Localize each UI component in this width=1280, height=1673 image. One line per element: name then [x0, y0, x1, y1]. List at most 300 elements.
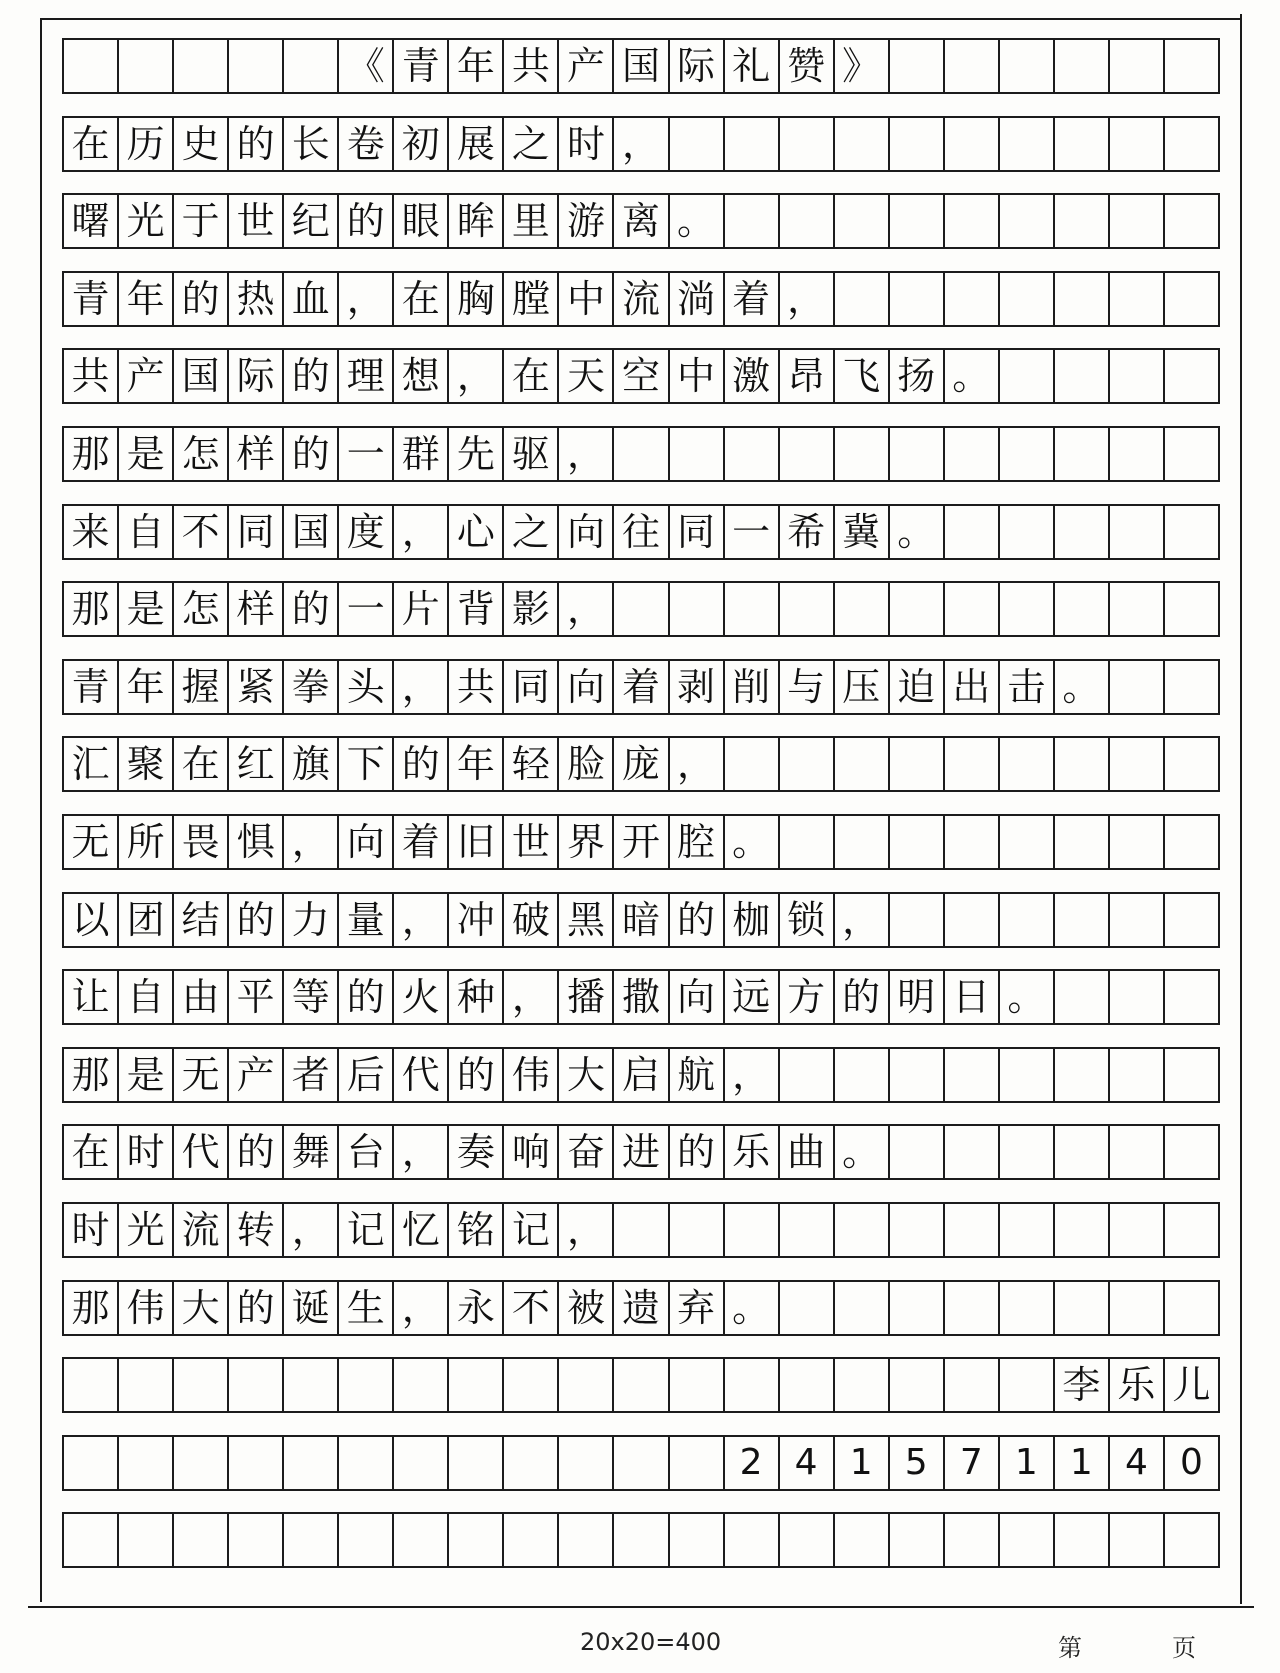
poem-char: 同 [229, 506, 284, 558]
poem-char: 年 [119, 273, 174, 325]
grid-cell [1110, 583, 1165, 635]
grid-cell [1000, 1514, 1055, 1566]
grid-cell [1000, 894, 1055, 946]
poem-char: 无 [174, 1049, 229, 1101]
title-char: 青 [394, 40, 449, 92]
grid-cell [1165, 40, 1218, 92]
grid-cell [174, 1514, 229, 1566]
grid-cell [1110, 661, 1165, 713]
grid-cell [1000, 195, 1055, 247]
poem-char: 铭 [449, 1204, 504, 1256]
grid-cell [890, 738, 945, 790]
poem-char: 头 [339, 661, 394, 713]
poem-char: 影 [504, 583, 559, 635]
grid-cell [1110, 118, 1165, 170]
grid-cell [780, 1282, 835, 1334]
poem-char: 心 [449, 506, 504, 558]
poem-char: ， [394, 1126, 449, 1178]
grid-cell [614, 428, 669, 480]
poem-char: 来 [64, 506, 119, 558]
poem-char: 转 [229, 1204, 284, 1256]
grid-cell [725, 1204, 780, 1256]
poem-char: 时 [559, 118, 614, 170]
grid-cell [64, 1437, 119, 1489]
grid-cell [1110, 1514, 1165, 1566]
poem-char: 国 [174, 350, 229, 402]
grid-cell [284, 40, 339, 92]
grid-cell [1055, 350, 1110, 402]
page-border-bottom [28, 1606, 1254, 1608]
grid-cell [945, 428, 1000, 480]
grid-cell [945, 738, 1000, 790]
poem-char: 远 [725, 971, 780, 1023]
student-id-digit: 1 [1000, 1437, 1055, 1489]
grid-cell [835, 118, 890, 170]
grid-cell [1165, 118, 1218, 170]
poem-char: 。 [945, 350, 1000, 402]
poem-char: ， [394, 661, 449, 713]
poem-char: 与 [780, 661, 835, 713]
grid-cell [1110, 971, 1165, 1023]
empty-row [62, 1512, 1220, 1568]
poem-char: 那 [64, 428, 119, 480]
grid-cell [945, 1204, 1000, 1256]
author-char: 李 [1055, 1359, 1110, 1411]
grid-cell [1000, 1282, 1055, 1334]
poem-char: 在 [174, 738, 229, 790]
grid-cell [725, 738, 780, 790]
grid-cell [1000, 738, 1055, 790]
poem-char: ， [559, 1204, 614, 1256]
poem-line [62, 814, 1220, 870]
author-row [62, 1357, 1220, 1413]
poem-char: 。 [1055, 661, 1110, 713]
grid-cell [780, 583, 835, 635]
poem-char: ， [559, 428, 614, 480]
poem-char: 青 [64, 661, 119, 713]
grid-cell [1055, 195, 1110, 247]
poem-char: 冲 [449, 894, 504, 946]
poem-char: 一 [725, 506, 780, 558]
page-border-left [40, 18, 42, 1602]
poem-char: 方 [780, 971, 835, 1023]
grid-cell [890, 1282, 945, 1334]
poem-char: 产 [229, 1049, 284, 1101]
grid-cell [835, 195, 890, 247]
poem-char: 台 [339, 1126, 394, 1178]
poem-char: 时 [64, 1204, 119, 1256]
poem-char: 量 [339, 894, 394, 946]
poem-char: 奏 [449, 1126, 504, 1178]
poem-char: 在 [504, 350, 559, 402]
grid-cell [835, 1204, 890, 1256]
poem-char: ， [835, 894, 890, 946]
student-id-digit: 1 [1055, 1437, 1110, 1489]
poem-char: 流 [174, 1204, 229, 1256]
poem-char: 奋 [559, 1126, 614, 1178]
poem-char: ， [284, 816, 339, 868]
poem-char: 曲 [780, 1126, 835, 1178]
grid-cell [780, 118, 835, 170]
student-id-digit: 2 [725, 1437, 780, 1489]
poem-char: 的 [670, 1126, 725, 1178]
poem-char: 。 [725, 1282, 780, 1334]
grid-cell [835, 583, 890, 635]
grid-cell [559, 1437, 614, 1489]
poem-char: 群 [394, 428, 449, 480]
poem-char: 开 [614, 816, 669, 868]
grid-cell [1000, 506, 1055, 558]
grid-cell [339, 1514, 394, 1566]
poem-char: ， [670, 738, 725, 790]
poem-char: 背 [449, 583, 504, 635]
grid-cell [1110, 273, 1165, 325]
grid-cell [670, 428, 725, 480]
title-row [62, 38, 1220, 94]
poem-char: 共 [449, 661, 504, 713]
grid-cell [1165, 195, 1218, 247]
poem-char: 由 [174, 971, 229, 1023]
grid-cell [835, 1049, 890, 1101]
grid-cell [780, 1514, 835, 1566]
grid-cell [1110, 1204, 1165, 1256]
poem-char: 年 [449, 738, 504, 790]
poem-char: 记 [339, 1204, 394, 1256]
grid-cell [119, 1437, 174, 1489]
grid-cell [890, 1049, 945, 1101]
grid-cell [174, 1359, 229, 1411]
poem-line [62, 116, 1220, 172]
poem-line [62, 1124, 1220, 1180]
poem-char: 向 [559, 661, 614, 713]
grid-cell [890, 273, 945, 325]
grid-cell [1000, 816, 1055, 868]
poem-char: 大 [174, 1282, 229, 1334]
grid-cell [725, 195, 780, 247]
grid-cell [1000, 428, 1055, 480]
poem-char: 中 [670, 350, 725, 402]
grid-cell [1165, 738, 1218, 790]
grid-cell [780, 1359, 835, 1411]
grid-cell [229, 1437, 284, 1489]
grid-cell [725, 428, 780, 480]
grid-cell [119, 1514, 174, 1566]
poem-char: 曙 [64, 195, 119, 247]
poem-char: 驱 [504, 428, 559, 480]
poem-char: 平 [229, 971, 284, 1023]
grid-cell [1055, 1282, 1110, 1334]
poem-char: ， [339, 273, 394, 325]
poem-char: 卷 [339, 118, 394, 170]
poem-char: ， [559, 583, 614, 635]
poem-char: 膛 [504, 273, 559, 325]
grid-cell [1055, 273, 1110, 325]
poem-char: 等 [284, 971, 339, 1023]
student-id-digit: 1 [835, 1437, 890, 1489]
student-id-digit: 4 [1110, 1437, 1165, 1489]
grid-cell [284, 1437, 339, 1489]
poem-char: 火 [394, 971, 449, 1023]
grid-cell [670, 1437, 725, 1489]
grid-spec-label: 20x20=400 [580, 1628, 722, 1656]
poem-char: 忆 [394, 1204, 449, 1256]
grid-cell [1165, 894, 1218, 946]
poem-char: 流 [614, 273, 669, 325]
poem-char: 畏 [174, 816, 229, 868]
poem-line [62, 659, 1220, 715]
poem-char: 血 [284, 273, 339, 325]
poem-char: 聚 [119, 738, 174, 790]
poem-char: 是 [119, 1049, 174, 1101]
grid-cell [725, 1514, 780, 1566]
poem-char: ， [725, 1049, 780, 1101]
grid-cell [119, 1359, 174, 1411]
student-id-digit: 5 [890, 1437, 945, 1489]
grid-cell [780, 738, 835, 790]
poem-char: 在 [64, 118, 119, 170]
poem-char: 旗 [284, 738, 339, 790]
grid-cell [890, 1359, 945, 1411]
poem-char: 青 [64, 273, 119, 325]
grid-cell [890, 1514, 945, 1566]
poem-char: 不 [174, 506, 229, 558]
grid-cell [614, 1359, 669, 1411]
title-char: 赞 [780, 40, 835, 92]
poem-char: 破 [504, 894, 559, 946]
grid-cell [614, 1514, 669, 1566]
poem-char: 的 [284, 428, 339, 480]
grid-cell [229, 1514, 284, 1566]
grid-cell [1165, 273, 1218, 325]
poem-char: ， [504, 971, 559, 1023]
grid-cell [1110, 816, 1165, 868]
grid-cell [1165, 1282, 1218, 1334]
poem-char: 之 [504, 118, 559, 170]
poem-char: 激 [725, 350, 780, 402]
grid-cell [1110, 350, 1165, 402]
grid-cell [1165, 971, 1218, 1023]
poem-char: 的 [229, 1126, 284, 1178]
poem-char: 所 [119, 816, 174, 868]
poem-char: 自 [119, 971, 174, 1023]
grid-cell [1000, 1359, 1055, 1411]
poem-char: 那 [64, 1282, 119, 1334]
grid-cell [1055, 583, 1110, 635]
grid-cell [945, 273, 1000, 325]
grid-cell [835, 816, 890, 868]
poem-char: 的 [284, 350, 339, 402]
grid-cell [835, 1359, 890, 1411]
grid-cell [725, 1359, 780, 1411]
title-char: 《 [339, 40, 394, 92]
poem-char: 种 [449, 971, 504, 1023]
title-char: 产 [559, 40, 614, 92]
grid-cell [945, 195, 1000, 247]
page-label-left: 第 [1058, 1634, 1082, 1662]
poem-char: 的 [229, 1282, 284, 1334]
grid-cell [229, 1359, 284, 1411]
poem-char: 代 [394, 1049, 449, 1101]
poem-char: 于 [174, 195, 229, 247]
grid-cell [1110, 40, 1165, 92]
grid-cell [614, 583, 669, 635]
poem-char: 伟 [119, 1282, 174, 1334]
grid-cell [1165, 661, 1218, 713]
poem-char: 一 [339, 583, 394, 635]
grid-cell [1110, 1282, 1165, 1334]
poem-char: 播 [559, 971, 614, 1023]
title-char: 年 [449, 40, 504, 92]
grid-cell [1055, 1514, 1110, 1566]
grid-cell [229, 40, 284, 92]
poem-char: 响 [504, 1126, 559, 1178]
poem-char: 遗 [614, 1282, 669, 1334]
grid-cell [174, 1437, 229, 1489]
poem-char: 际 [229, 350, 284, 402]
poem-char: 历 [119, 118, 174, 170]
grid-cell [945, 118, 1000, 170]
grid-cell [1000, 1204, 1055, 1256]
poem-char: 惧 [229, 816, 284, 868]
poem-char: 黑 [559, 894, 614, 946]
poem-char: 握 [174, 661, 229, 713]
title-char: 际 [670, 40, 725, 92]
poem-char: 着 [725, 273, 780, 325]
poem-char: 希 [780, 506, 835, 558]
poem-char: 结 [174, 894, 229, 946]
grid-cell [449, 1514, 504, 1566]
grid-cell [1110, 1049, 1165, 1101]
author-char: 乐 [1110, 1359, 1165, 1411]
grid-cell [1165, 428, 1218, 480]
poem-char: 伟 [504, 1049, 559, 1101]
grid-cell [64, 1359, 119, 1411]
grid-cell [725, 118, 780, 170]
poem-char: 的 [339, 971, 394, 1023]
grid-cell [835, 1282, 890, 1334]
poem-char: 度 [339, 506, 394, 558]
poem-char: 的 [284, 583, 339, 635]
grid-cell [945, 1359, 1000, 1411]
poem-char: 同 [670, 506, 725, 558]
grid-cell [1110, 1126, 1165, 1178]
grid-cell [1165, 816, 1218, 868]
grid-cell [119, 40, 174, 92]
poem-char: 在 [64, 1126, 119, 1178]
poem-char: 光 [119, 195, 174, 247]
grid-cell [1055, 816, 1110, 868]
poem-line [62, 892, 1220, 948]
poem-char: 。 [725, 816, 780, 868]
poem-char: 同 [504, 661, 559, 713]
grid-cell [945, 1049, 1000, 1101]
poem-char: 。 [1000, 971, 1055, 1023]
grid-cell [890, 1204, 945, 1256]
poem-char: 在 [394, 273, 449, 325]
grid-cell [945, 40, 1000, 92]
grid-cell [1110, 428, 1165, 480]
poem-char: 中 [559, 273, 614, 325]
page-border-top [40, 18, 1242, 20]
poem-char: 。 [835, 1126, 890, 1178]
page-border-right [1240, 14, 1242, 1604]
poem-char: 往 [614, 506, 669, 558]
grid-cell [174, 40, 229, 92]
poem-char: 长 [284, 118, 339, 170]
poem-char: 怎 [174, 583, 229, 635]
poem-char: 产 [119, 350, 174, 402]
grid-cell [394, 1514, 449, 1566]
poem-char: 之 [504, 506, 559, 558]
poem-char: 削 [725, 661, 780, 713]
title-char: 国 [614, 40, 669, 92]
grid-cell [890, 816, 945, 868]
grid-cell [1110, 195, 1165, 247]
grid-cell [1000, 273, 1055, 325]
poem-char: 团 [119, 894, 174, 946]
poem-char: 纪 [284, 195, 339, 247]
grid-cell [670, 118, 725, 170]
grid-cell [1055, 971, 1110, 1023]
poem-line [62, 1202, 1220, 1258]
poem-char: 航 [670, 1049, 725, 1101]
author-char: 儿 [1172, 1363, 1211, 1407]
poem-char: 日 [945, 971, 1000, 1023]
grid-cell [449, 1437, 504, 1489]
grid-cell [1000, 118, 1055, 170]
grid-cell [614, 1437, 669, 1489]
grid-cell [1055, 738, 1110, 790]
poem-char: 不 [504, 1282, 559, 1334]
poem-char: 里 [504, 195, 559, 247]
grid-cell [1110, 738, 1165, 790]
poem-line [62, 969, 1220, 1025]
poem-char: 向 [339, 816, 394, 868]
poem-char: 大 [559, 1049, 614, 1101]
poem-char: 锁 [780, 894, 835, 946]
grid-cell [1165, 1514, 1218, 1566]
poem-char: 的 [229, 894, 284, 946]
poem-char: 乐 [725, 1126, 780, 1178]
poem-char: 的 [835, 971, 890, 1023]
poem-char: 着 [394, 816, 449, 868]
grid-cell [890, 118, 945, 170]
grid-cell [394, 1359, 449, 1411]
grid-cell [1055, 40, 1110, 92]
poem-char: 暗 [614, 894, 669, 946]
poem-char: 一 [339, 428, 394, 480]
poem-char: 史 [174, 118, 229, 170]
poem-line [62, 504, 1220, 560]
grid-cell [339, 1437, 394, 1489]
poem-char: 飞 [835, 350, 890, 402]
poem-char: 共 [64, 350, 119, 402]
poem-char: 游 [559, 195, 614, 247]
poem-line [62, 348, 1220, 404]
poem-char: 怎 [174, 428, 229, 480]
poem-char: 年 [119, 661, 174, 713]
student-id-digit: 7 [945, 1437, 1000, 1489]
poem-char: 眸 [449, 195, 504, 247]
grid-cell [890, 1126, 945, 1178]
poem-char: 样 [229, 428, 284, 480]
poem-line [62, 426, 1220, 482]
grid-cell [1000, 40, 1055, 92]
grid-cell [670, 583, 725, 635]
grid-cell [1165, 506, 1218, 558]
student-id-digit: 4 [780, 1437, 835, 1489]
grid-cell [394, 1437, 449, 1489]
